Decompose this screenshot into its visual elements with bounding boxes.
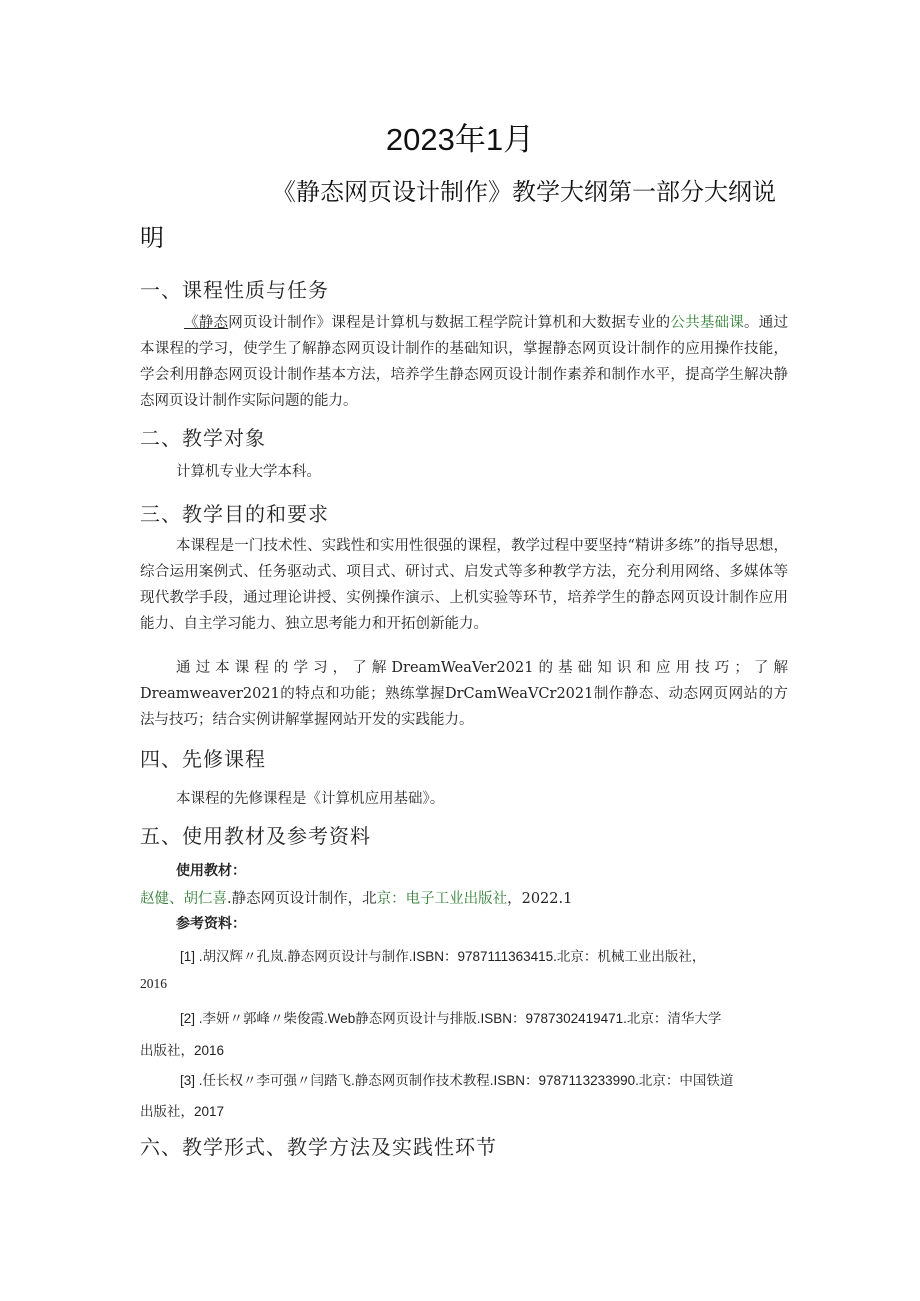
reference-3-line2: 出版社，2017 [140,1104,225,1119]
paragraph-prerequisites: 本课程的先修课程是《计算机应用基础》。 [176,791,445,807]
paragraph-teaching-goals-1: 本课程是一门技术性、实践性和实用性很强的课程，教学过程中要坚持“精讲多练”的指导思想，综合运用案例式、任务驱动式、项目式、研讨式、启发式等多种教学方法，充分利用网络、多媒体等现代教学手段，通过理论讲授、实例操作演示、上机实验等环节，培养学生的静态网页设计制作应用能力、自主学习能力、独立思考能力和开拓创新能力。 [140,538,788,632]
textbook-title: .静态网页设计制作，北 [227,891,377,907]
textbook-entry [140,887,572,908]
paragraph-teaching-goals-2: 通过本课程的学习，了解DreamWeaVer2021的基础知识和应用技巧；了解Dreamweaver2021的特点和功能；熟练掌握DrCamWeaVCr2021制作静态、动态网页网站的方法与技巧；结合实例讲解掌握网站开发的实践能力。 [140,660,788,728]
section-heading-course-nature: 一、课程性质与任务 [140,278,329,302]
paragraph-teaching-target: 计算机专业大学本科。 [176,464,321,480]
reference-1-line1: [1] .胡汉辉〃孔岚.静态网页设计与制作.ISBN：9787111363415.北京：机械工业出版社， [180,949,706,964]
document-title-line2: 明 [140,225,164,252]
section-heading-teaching-goals: 三、教学目的和要求 [140,502,329,526]
reference-2-line1: [2] .李妍〃郭峰〃柴俊霞.Web静态网页设计与排版.ISBN：9787302419471.北京：清华大学 [180,1011,722,1026]
highlight-public-course: 公共基础课 [670,315,745,331]
text-segment: 网页设计制作》课程是计算机与数据工程学院计算机和大数据专业的 [228,315,671,331]
reference-2-line2: 出版社，2016 [140,1043,225,1058]
text-segment: 。通过本课程的学习，使学生了解静态网页设计制作的基础知识，掌握静态网页设计制作的应用操作技能，学会利用静态网页设计制作基本方法，培养学生静态网页设计制作素养和制作水平，提高学生解决静态网页设计制作实际问题的能力。 [140,315,789,409]
textbook-authors: 赵健、胡仁喜 [140,891,227,907]
section-heading-teaching-methods: 六、教学形式、教学方法及实践性环节 [140,1135,497,1159]
document-title-line1: 《静态网页设计制作》教学大纲第一部分大纲说 [272,179,776,206]
textbook-year: ，2022.1 [507,891,573,907]
document-date: 2023年1月 [385,122,535,157]
course-name-underlined: 《静态 [184,315,229,331]
section-heading-textbooks: 五、使用教材及参考资料 [140,824,371,848]
section-heading-teaching-target: 二、教学对象 [140,426,266,450]
textbook-label: 使用教材： [176,863,246,879]
paragraph-course-nature [140,310,788,414]
references-label: 参考资料： [176,916,246,932]
textbook-publisher: 京：电子工业出版社 [376,891,508,907]
reference-1-line2: 2016 [140,976,167,991]
reference-3-line1: [3] .任长权〃李可强〃闫踏飞.静态网页制作技术教程.ISBN：9787113233990.北京：中国铁道 [180,1073,734,1088]
section-heading-prerequisites: 四、先修课程 [140,747,266,771]
